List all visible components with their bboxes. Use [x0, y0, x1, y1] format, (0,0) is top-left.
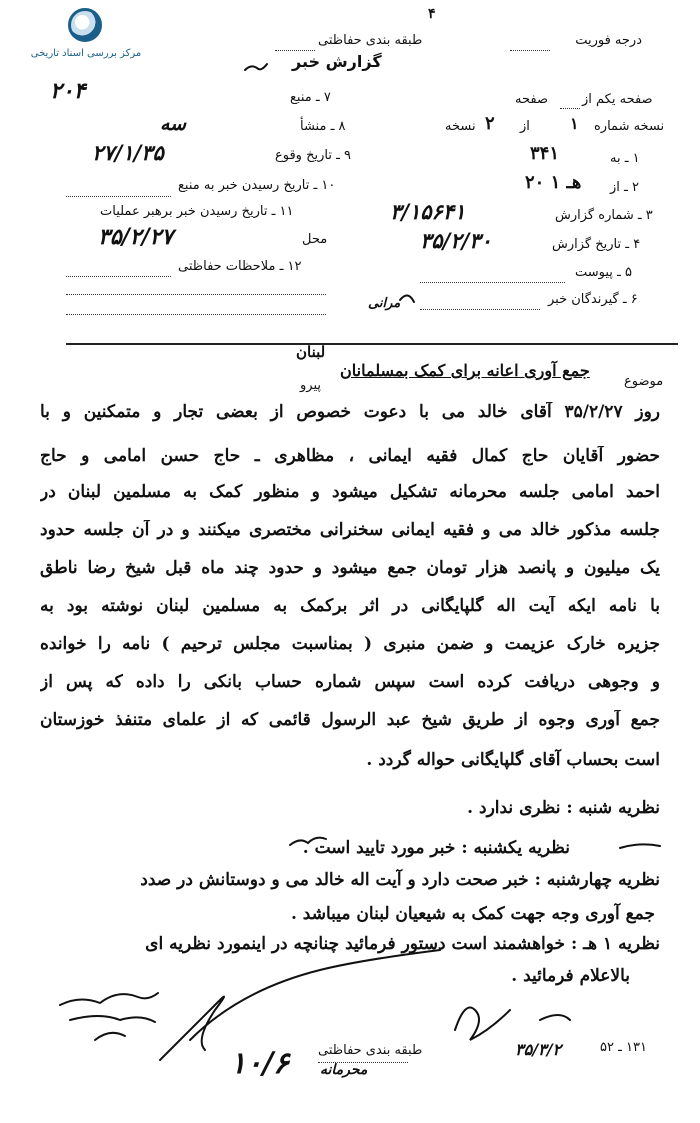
body-line-10: است بحساب آقای گلپایگانی حواله گردد . [366, 750, 660, 770]
field-to-label: ۱ ـ به [610, 151, 640, 166]
signature-center-stroke [160, 997, 224, 1060]
report-date-value: ۳۵/۲/۳۰ [420, 228, 492, 253]
field-source-label: ۷ ـ منبع [290, 90, 331, 105]
header-check-mark [245, 64, 267, 70]
signature-left-3 [95, 1033, 125, 1040]
field-from-label: ۲ ـ از [610, 180, 639, 195]
body-line-2: حضور آقایان حاج کمال فقیه ایمانی ، مظاهری ـ حاج حسن امامی و حاج [40, 446, 660, 466]
opinion-1h-text: خواهشمند است دستور فرمائید چنانچه در اینمورد نظریه ای [145, 934, 566, 954]
copy-number-suffix: نسخه [445, 119, 476, 134]
archive-logo-text: مرکز بررسی اسناد تاریخی [30, 48, 142, 59]
signature-left-2 [70, 1016, 155, 1022]
report-number-label: ۳ ـ شماره گزارش [555, 208, 653, 223]
footer-handwritten-date: ۳۵/۳/۲ [515, 1040, 562, 1059]
opinion-tick [290, 838, 326, 845]
field-origin-label: ۸ ـ منشأ [300, 119, 346, 134]
opinion-sunday-text: خبر مورد تایید است . [302, 838, 456, 858]
opinion-wednesday-cont-text: جمع آوری وجه جهت کمک به شیعیان لبنان میباشد . [290, 904, 655, 924]
opinion-1h-label: نظریه ۱ هـ : [570, 934, 660, 954]
opinion-saturday-label: نظریه شنبه : [566, 798, 660, 818]
subject-text: جمع آوری اعانه برای کمک بمسلمانان [340, 361, 590, 380]
opinion-1h-cont-text: بالاعلام فرمائید . [511, 966, 630, 986]
field-occurrence-date-label: ۹ ـ تاریخ وقوع [275, 148, 352, 163]
subject-annotation-below: پیرو [300, 378, 321, 393]
classification-label: طبقه بندی حفاظتی [318, 33, 423, 48]
copy-number-value: ۱ [570, 114, 579, 133]
body-line-7: جزیره خارک عزیمت و ضمن منبری ( بمناسبت مجلس ترحیم ) نامه را خوانده [40, 634, 660, 654]
field-date-to-operations-label: ۱۱ ـ تاریخ رسیدن خبر برهبر عملیات [100, 204, 294, 219]
opinion-saturday-text: نظری ندارد . [467, 798, 561, 818]
opinion-wednesday-text: خبر صحت دارد و آیت اله خالد می و دوستانش در صدد [140, 870, 529, 890]
report-title: گزارش خبر [292, 52, 382, 71]
field-occurrence-date-value: ۲۷/۱/۳۵ [92, 140, 164, 165]
body-line-1: روز ۳۵/۲/۲۷ آقای خالد می با دعوت خصوص از بعضی تجار و متمکنین و با [40, 402, 660, 422]
subject-annotation-above: لبنان [296, 343, 326, 361]
subject-label: موضوع [624, 374, 664, 389]
opinion-sunday-label: نظریه یکشنبه : [461, 838, 570, 858]
field-from-value: ۲۰ هـ ۱ [525, 172, 582, 193]
signature-left-1 [60, 993, 158, 1005]
copy-number-middle: از [520, 119, 530, 134]
form-code: ۱۳۱ ـ ۵۲ [600, 1040, 647, 1055]
field-to-value: ۳۴۱ [530, 143, 560, 164]
body-line-6: با نامه ایکه آیت اله گلپایگانی در اثر برکمک به مسلمین لبنان نوشته بود به [40, 596, 660, 616]
field-date-to-source-label: ۱۰ ـ تاریخ رسیدن خبر به منبع [178, 178, 336, 193]
copy-number-label: نسخه شماره [594, 119, 665, 134]
report-number-value: ۳/۱۵۶۴۱ [390, 199, 466, 224]
attachment-label: ۵ ـ پیوست [575, 265, 632, 280]
body-line-3: احمد امامی جلسه محرمانه تشکیل میشود و منظور کمک به مسلمین لبنان در [40, 482, 660, 502]
number-field: ۴ [428, 6, 436, 22]
margin-note-scribble [620, 844, 660, 848]
recipients-label: ۶ ـ گیرندگان خبر [548, 292, 638, 307]
page-count-suffix: صفحه [515, 92, 548, 107]
urgency-label: درجه فوریت [575, 33, 642, 48]
opinion-wednesday-label: نظریه چهارشنبه : [534, 870, 660, 890]
body-line-4: جلسه مذکور خالد می و فقیه ایمانی سخنرانی مختصری میکنند و در آن جلسه حدود [40, 520, 660, 540]
signature-right-1 [455, 1008, 510, 1041]
field-place-label: محل [302, 232, 328, 247]
side-scribble [400, 295, 414, 302]
footer-handwritten-number: ۱۰/۶ [230, 1046, 290, 1081]
field-origin-value: سه [160, 113, 187, 135]
page-count-label: صفحه یکم از [582, 92, 653, 107]
field-source-value: ۲۰۴ [50, 78, 86, 104]
body-line-5: یک میلیون و پانصد هزار تومان جمع میشود و حدود چند ماه قبل شیخ رضا ناطق [40, 558, 660, 578]
field-place-value: ۳۵/۲/۲۷ [98, 224, 174, 250]
body-line-8: و وجوهی دریافت کرده است سپس شماره حساب بانکی را داده که پس از [40, 672, 660, 692]
footer-classification-value: محرمانه [320, 1062, 368, 1078]
copy-total-value: ۲ [485, 113, 495, 134]
body-line-9: جمع آوری وجوه از طریق شیخ عبد الرسول قائمی که از علمای متنفذ خوزستان [40, 710, 660, 730]
field-security-remarks-label: ۱۲ ـ ملاحظات حفاظتی [178, 259, 302, 274]
signature-long-stroke [190, 950, 440, 1040]
side-note: مرانی [368, 296, 401, 311]
signature-right-2 [540, 1015, 570, 1020]
footer-classification-label: طبقه بندی حفاظتی [318, 1043, 423, 1058]
report-date-label: ۴ ـ تاریخ گزارش [552, 237, 641, 252]
